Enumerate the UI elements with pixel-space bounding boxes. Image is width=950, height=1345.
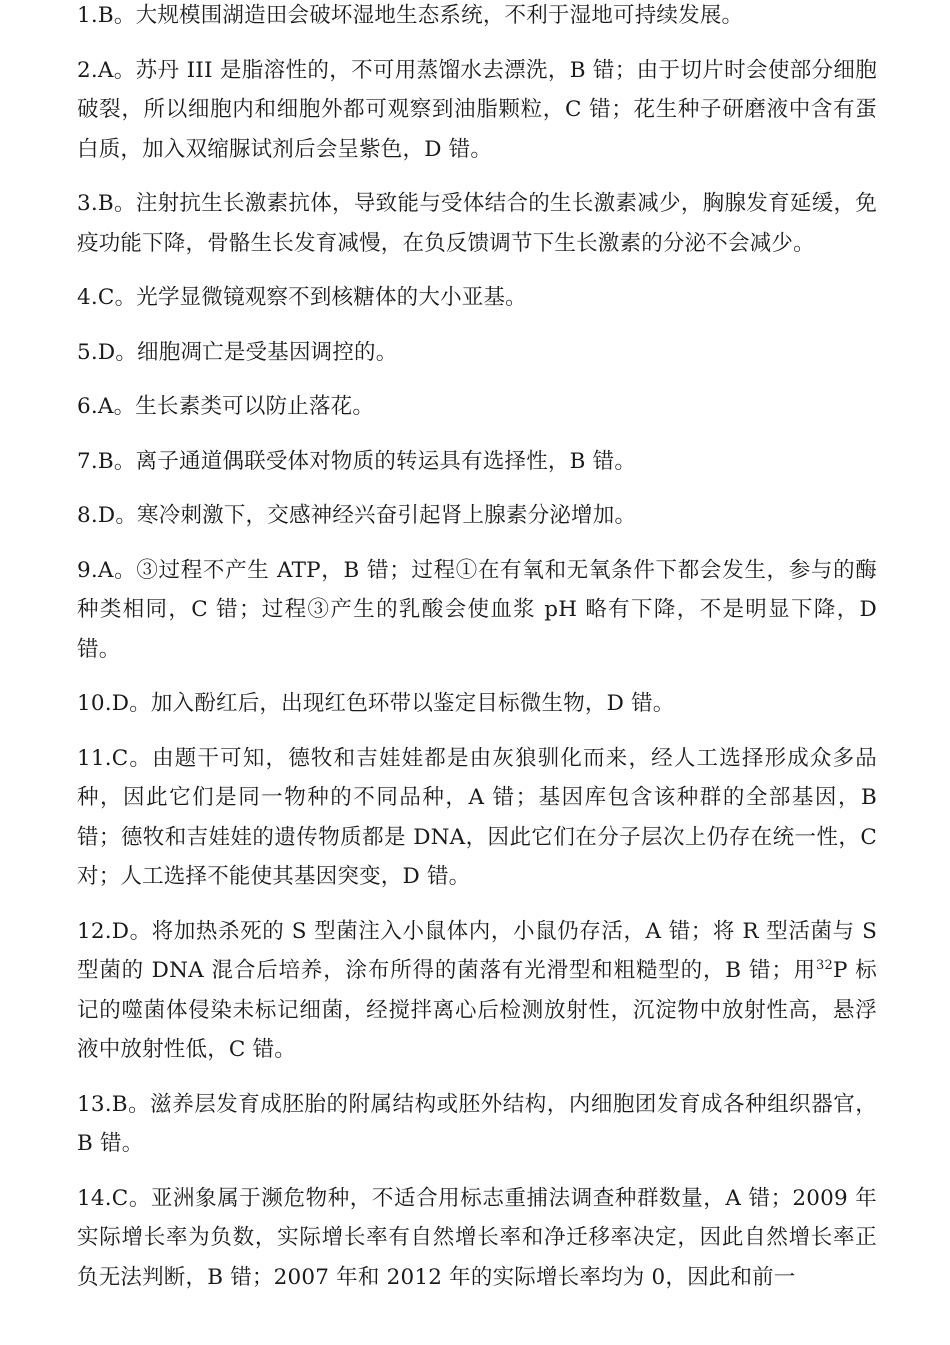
answer-1: 1.B。大规模围湖造田会破坏湿地生态系统，不利于湿地可持续发展。	[77, 3, 744, 28]
isotope-superscript: 32	[816, 957, 833, 973]
answer-8: 8.D。寒冷刺激下，交感神经兴奋引起肾上腺素分泌增加。	[77, 503, 637, 528]
answer-9: 9.A。③过程不产生 ATP，B 错；过程①在有氧和无氧条件下都会发生，参与的酶种类相同，C 错；过程③产生的乳酸会使血浆 pH 略有下降，不是明显下降，D 错。	[77, 557, 877, 662]
answer-4: 4.C。光学显微镜观察不到核糖体的大小亚基。	[77, 285, 527, 310]
answer-5: 5.D。细胞凋亡是受基因调控的。	[77, 339, 398, 365]
answer-2: 2.A。苏丹 III 是脂溶性的，不可用蒸馏水去漂洗，B 错；由于切片时会使部分细胞破裂，所以细胞内和细胞外都可观察到油脂颗粒，C 错；花生种子研磨液中含有蛋白质，加入双缩脲试剂后会呈紫色，D 错。	[77, 57, 877, 162]
answer-12-part-2: P 标记的噬菌体侵染未标记细菌，经搅拌离心后检测放射性，沉淀物中放射性高，悬浮液中放射性低，C 错。	[77, 958, 877, 1062]
answer-12-part-1: 12.D。将加热杀死的 S 型菌注入小鼠体内，小鼠仍存活，A 错；将 R 型活菌与 S 型菌的 DNA 混合后培养，涂布所得的菌落有光滑型和粗糙型的，B 错；用	[77, 918, 877, 983]
answer-3: 3.B。注射抗生长激素抗体，导致能与受体结合的生长激素减少，胸腺发育延缓，免疫功能下降，骨骼生长发育减慢，在负反馈调节下生长激素的分泌不会减少。	[77, 191, 877, 256]
answer-12	[77, 912, 877, 1070]
answer-document	[77, 0, 877, 1312]
answer-7: 7.B。离子通道偶联受体对物质的转运具有选择性，B 错。	[77, 448, 637, 474]
answer-11: 11.C。由题干可知，德牧和吉娃娃都是由灰狼驯化而来，经人工选择形成众多品种，因此它们是同一物种的不同品种，A 错；基因库包含该种群的全部基因，B 错；德牧和吉娃娃的遗传物质都是 DNA，因此它们在分子层次上仍存在统一性，C 对；人工选择不能使其基因突变，D 错。	[77, 745, 877, 889]
answer-10: 10.D。加入酚红后，出现红色环带以鉴定目标微生物，D 错。	[77, 691, 675, 716]
answer-13: 13.B。滋养层发育成胚胎的附属结构或胚外结构，内细胞团发育成各种组织器官，B 错。	[77, 1091, 877, 1156]
answer-6: 6.A。生长素类可以防止落花。	[77, 394, 375, 419]
answer-14: 14.C。亚洲象属于濒危物种，不适合用标志重捕法调查种群数量，A 错；2009 年实际增长率为负数，实际增长率有自然增长率和净迁移率决定，因此自然增长率正负无法判断，B 错；2007 年和 2012 年的实际增长率均为 0，因此和前一	[77, 1185, 877, 1290]
